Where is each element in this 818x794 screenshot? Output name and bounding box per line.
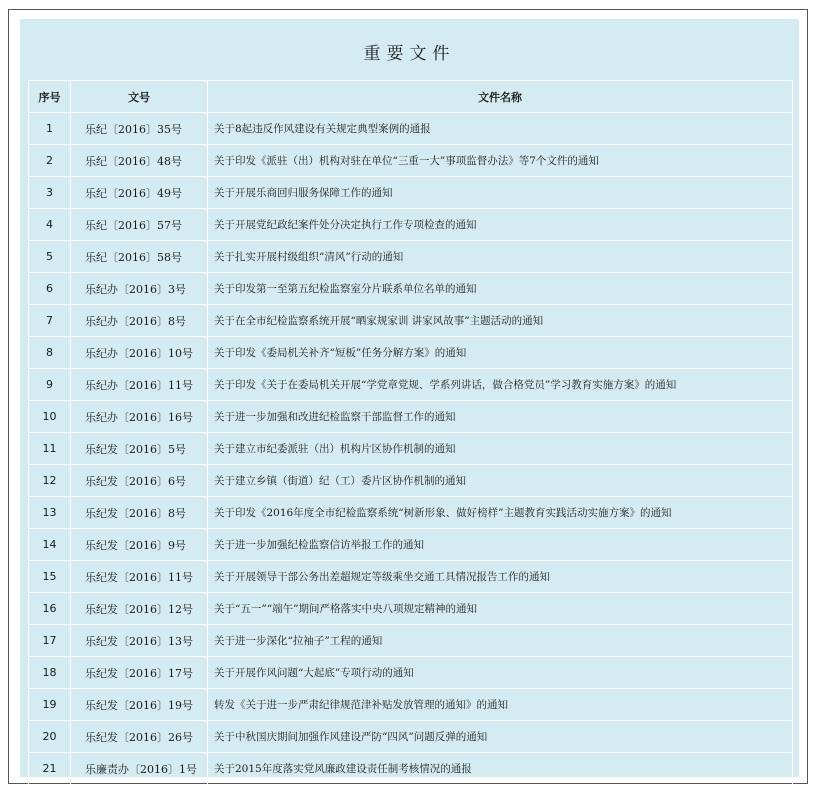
row-document-name: 关于印发《关于在委局机关开展“学党章党规、学系列讲话，做合格党员”学习教育实施方案》的通知 — [208, 369, 793, 401]
row-document-name: 关于建立市纪委派驻（出）机构片区协作机制的通知 — [208, 433, 793, 465]
row-document-name: 关于印发《委局机关补齐“短板”任务分解方案》的通知 — [208, 337, 793, 369]
table-row — [29, 593, 793, 625]
table-row — [29, 721, 793, 753]
row-document-number: 乐纪发〔2016〕8号 — [71, 497, 208, 529]
row-document-number: 乐纪办〔2016〕3号 — [71, 273, 208, 305]
row-document-number: 乐纪发〔2016〕26号 — [71, 721, 208, 753]
table-header-row — [29, 81, 793, 113]
row-document-name: 转发《关于进一步严肃纪律规范津补贴发放管理的通知》的通知 — [208, 689, 793, 721]
row-document-number: 乐纪〔2016〕58号 — [71, 241, 208, 273]
row-document-name: 关于印发《2016年度全市纪检监察系统“树新形象、做好榜样”主题教育实践活动实施方案》的通知 — [208, 497, 793, 529]
table-row — [29, 625, 793, 657]
row-document-number: 乐纪办〔2016〕16号 — [71, 401, 208, 433]
row-document-number: 乐纪发〔2016〕5号 — [71, 433, 208, 465]
row-serial-number: 10 — [29, 401, 71, 433]
table-row — [29, 657, 793, 689]
row-document-number: 乐纪发〔2016〕13号 — [71, 625, 208, 657]
row-document-number: 乐纪办〔2016〕11号 — [71, 369, 208, 401]
row-document-number: 乐纪〔2016〕48号 — [71, 145, 208, 177]
row-document-number: 乐纪发〔2016〕19号 — [71, 689, 208, 721]
table-row — [29, 241, 793, 273]
row-serial-number: 5 — [29, 241, 71, 273]
row-document-number: 乐纪〔2016〕49号 — [71, 177, 208, 209]
row-document-number: 乐廉责办〔2016〕1号 — [71, 753, 208, 785]
table-row — [29, 561, 793, 593]
table-row — [29, 369, 793, 401]
table-row — [29, 529, 793, 561]
row-document-name: 关于进一步加强和改进纪检监察干部监督工作的通知 — [208, 401, 793, 433]
row-document-name: 关于在全市纪检监察系统开展“晒家规家训 讲家风故事”主题活动的通知 — [208, 305, 793, 337]
row-serial-number: 3 — [29, 177, 71, 209]
table-row — [29, 177, 793, 209]
row-document-number: 乐纪发〔2016〕17号 — [71, 657, 208, 689]
page-title: 重要文件 — [363, 44, 456, 64]
row-serial-number: 4 — [29, 209, 71, 241]
row-serial-number: 14 — [29, 529, 71, 561]
row-serial-number: 19 — [29, 689, 71, 721]
row-serial-number: 18 — [29, 657, 71, 689]
row-serial-number: 6 — [29, 273, 71, 305]
row-document-name: 关于中秋国庆期间加强作风建设严防“四风”问题反弹的通知 — [208, 721, 793, 753]
row-serial-number: 2 — [29, 145, 71, 177]
row-serial-number: 13 — [29, 497, 71, 529]
row-document-name: 关于进一步深化“拉袖子”工程的通知 — [208, 625, 793, 657]
row-document-number: 乐纪办〔2016〕10号 — [71, 337, 208, 369]
row-document-number: 乐纪发〔2016〕6号 — [71, 465, 208, 497]
table-row — [29, 433, 793, 465]
table-row — [29, 689, 793, 721]
row-serial-number: 8 — [29, 337, 71, 369]
row-document-number: 乐纪〔2016〕57号 — [71, 209, 208, 241]
document-frame — [8, 9, 808, 784]
row-serial-number: 1 — [29, 113, 71, 145]
table-row — [29, 465, 793, 497]
table-row — [29, 753, 793, 785]
row-document-name: 关于2015年度落实党风廉政建设责任制考核情况的通报 — [208, 753, 793, 785]
row-serial-number: 15 — [29, 561, 71, 593]
table-row — [29, 113, 793, 145]
row-document-name: 关于开展乐商回归服务保障工作的通知 — [208, 177, 793, 209]
documents-table — [28, 80, 793, 785]
header-serial-number: 序号 — [29, 81, 71, 113]
row-document-name: 关于开展作风问题“大起底”专项行动的通知 — [208, 657, 793, 689]
table-row — [29, 145, 793, 177]
row-serial-number: 17 — [29, 625, 71, 657]
table-row — [29, 305, 793, 337]
row-serial-number: 21 — [29, 753, 71, 785]
table-row — [29, 209, 793, 241]
row-document-number: 乐纪办〔2016〕8号 — [71, 305, 208, 337]
row-document-name: 关于8起违反作风建设有关规定典型案例的通报 — [208, 113, 793, 145]
row-document-name: 关于印发《派驻（出）机构对驻在单位“三重一大”事项监督办法》等7个文件的通知 — [208, 145, 793, 177]
row-document-number: 乐纪〔2016〕35号 — [71, 113, 208, 145]
row-document-name: 关于“五一”“端午”期间严格落实中央八项规定精神的通知 — [208, 593, 793, 625]
row-document-number: 乐纪发〔2016〕9号 — [71, 529, 208, 561]
row-document-name: 关于印发第一至第五纪检监察室分片联系单位名单的通知 — [208, 273, 793, 305]
row-serial-number: 11 — [29, 433, 71, 465]
table-row — [29, 337, 793, 369]
header-document-number: 文号 — [71, 81, 208, 113]
row-document-name: 关于开展领导干部公务出差超规定等级乘坐交通工具情况报告工作的通知 — [208, 561, 793, 593]
table-row — [29, 401, 793, 433]
row-document-name: 关于建立乡镇（街道）纪（工）委片区协作机制的通知 — [208, 465, 793, 497]
row-document-name: 关于进一步加强纪检监察信访举报工作的通知 — [208, 529, 793, 561]
table-row — [29, 273, 793, 305]
row-serial-number: 16 — [29, 593, 71, 625]
row-serial-number: 9 — [29, 369, 71, 401]
header-document-name: 文件名称 — [208, 81, 793, 113]
row-serial-number: 20 — [29, 721, 71, 753]
row-document-number: 乐纪发〔2016〕12号 — [71, 593, 208, 625]
row-serial-number: 12 — [29, 465, 71, 497]
table-body — [29, 113, 793, 785]
row-document-number: 乐纪发〔2016〕11号 — [71, 561, 208, 593]
row-document-name: 关于开展党纪政纪案件处分决定执行工作专项检查的通知 — [208, 209, 793, 241]
table-row — [29, 497, 793, 529]
row-document-name: 关于扎实开展村级组织“清风”行动的通知 — [208, 241, 793, 273]
document-panel — [20, 19, 799, 777]
row-serial-number: 7 — [29, 305, 71, 337]
